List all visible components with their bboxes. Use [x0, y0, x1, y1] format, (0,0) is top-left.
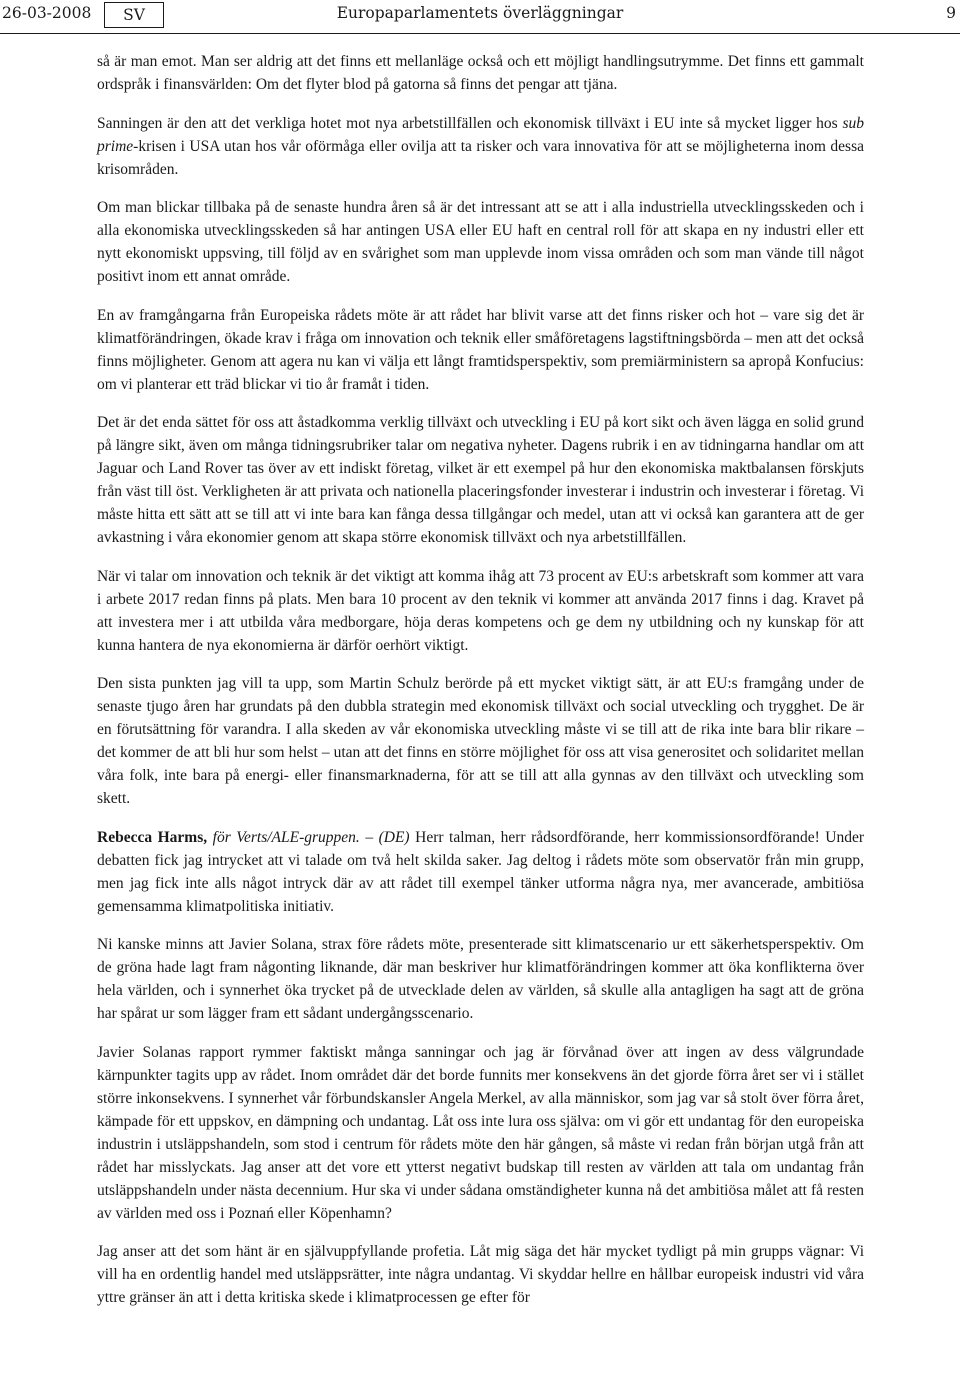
header-title: Europaparlamentets överläggningar [336, 4, 624, 22]
header-divider [0, 33, 960, 34]
paragraph-subprime [97, 112, 864, 181]
document-body [97, 50, 864, 1325]
paragraph: Jag anser att det som hänt är en självuppfyllande profetia. Låt mig säga det här mycket tydligt på min grupps vägnar: Vi vill ha en ordentlig handel med utsläppsrätter, inte några undantag. Vi skyddar hellre en hållbar europeisk industri vid våra yttre gränser än att i detta kritiska skede i klimatprocessen ge efter för [97, 1243, 864, 1306]
paragraph: Det är det enda sättet för oss att åstadkomma verklig tillväxt och utveckling i EU på kort sikt och även lägga en solid grund på längre sikt, även om många tidningsrubriker talar om negativa nyheter. Dagens rubrik i en av tidningarna handlar om att Jaguar och Land Rover tas över av ett indiskt företag, vilket är ett exempel på hur den ekonomiska maktbalansen förskjuts från väst till öst. Verkligheten är att privata och nationella placeringsfonder investerar i industrin och investerar i företag. Vi måste hitta ett sätt att se till att vi inte bara kan fånga dessa tillgångar och medel, utan att vi också kan garantera att de ger avkastning i våra ekonomier genom att skapa större ekonomisk tillväxt och nya arbetstillfällen. [97, 414, 864, 546]
speaker-name: Rebecca Harms, [97, 828, 208, 846]
language-badge: SV [104, 2, 164, 28]
page-header [0, 0, 960, 30]
speech-paragraph [97, 826, 864, 918]
italic-term: sub prime [97, 114, 864, 155]
speech-text: Herr talman, herr rådsordförande, herr kommissionsordförande! Under debatten fick jag intrycket att vi talade om två helt skilda saker. Jag deltog i rådets möte som observatör från min grupp, men jag fick inte alls något intryck där av att rådet till exempel tänker utforma några nya, mer avancerade, ambitiösa gemensamma klimatpolitiska initiativ. [97, 828, 865, 915]
paragraph: Om man blickar tillbaka på de senaste hundra åren så är det intressant att se att i alla industriella utvecklingsskeden och i alla ekonomiska utvecklingsskeden så har antingen USA eller EU haft en central roll för att skapa en ny industri eller ett nytt ekonomiskt uppsving, till följd av en svårighet som man upplevde inom vissa områden och som man vände till något positivt inom ett annat område. [97, 199, 864, 285]
paragraph: En av framgångarna från Europeiska rådets möte är att rådet har blivit varse att det finns risker och hot – vare sig det är klimatförändringen, ökade krav i fråga om innovation och teknik eller småföretagens lagstiftningsbörda – men att det också finns möjligheter. Genom att agera nu kan vi välja ett långt framtidsperspektiv, som premiärministern sa apropå Konfucius: om vi planterar ett träd blickar vi tio år framåt i tiden. [97, 306, 864, 393]
speaker-group: för Verts/ALE-gruppen. [212, 828, 360, 846]
paragraph: Ni kanske minns att Javier Solana, strax före rådets möte, presenterade sitt klimatscenario ur ett säkerhetsperspektiv. Om de gröna hade lagt fram någonting liknande, där man beskriver hur klimatförändringen kommer att öka konflikterna över hela världen, och i synnerhet öka trycket på de utvecklade delen av världen, så skulle alla antagligen ha sagt att de gröna har spårat ur som lägger fram ett sådant undergångsscenario. [97, 936, 864, 1022]
paragraph: Den sista punkten jag vill ta upp, som Martin Schulz berörde på ett mycket viktigt sätt, är att EU:s framgång under de senaste tjugo åren har grundats på den dubbla strategin med ekonomisk tillväxt och social utveckling och trygghet. De är en förutsättning för varandra. I alla skeden av vår ekonomiska utveckling måste vi se till att de rika inte bara blir rikare – det kommer de att bli hur som helst – utan att det finns en större möjlighet för oss att visa generositet och solidaritet mellan våra folk, inte bara på energi- eller finansmarknaderna, för att se till att alla gynnas av den tillväxt och utveckling som skett. [97, 675, 864, 807]
page-number: 9 [946, 4, 956, 22]
paragraph: Javier Solanas rapport rymmer faktiskt många sanningar och jag är förvånad över att ingen av dess välgrundade kärnpunkter tagits upp av rådet. Inom området där det borde funnits mer konsekvens än det gjorde förra året ser vi i stället större inkonsekvens. I synnerhet vår förbundskansler Angela Merkel, av alla människor, som jag var så stolt över förra året, kämpade för ett uppskov, en dämpning och undantag. Låt oss inte lura oss själva: om vi gör ett undantag för den europeiska industrin i utsläppshandeln, som stod i centrum för rådets möte den här gången, så måste vi redan från början utgå från att rådet har misslyckats. Jag anser att det vore ett ytterst negativt budskap till resten av världen att tala om undantag från utsläppshandeln under nästa decennium. Hur ska vi under sådana omständigheter kunna nå det ambitiösa målet att få resten av världen med oss i Poznań eller Köpenhamn? [97, 1043, 864, 1222]
text-run: Sanningen är den att det verkliga hotet mot nya arbetstillfällen och ekonomisk tillväxt i EU inte så mycket ligger hos [97, 114, 843, 132]
paragraph: När vi talar om innovation och teknik är det viktigt att komma ihåg att 73 procent av EU:s arbetskraft som kommer att vara i arbete 2017 redan finns på plats. Men bara 10 procent av den teknik vi kommer att använda 2017 finns i dag. Kravet på att investera mer i att utbilda våra medborgare, höja deras kompetens och ge dem ny utbildning och ny kunskap för att kunna hantera de nya ekonomierna är därför oerhört viktigt. [97, 567, 864, 654]
paragraph: så är man emot. Man ser aldrig att det finns ett mellanläge också och ett möjligt handlingsutrymme. Det finns ett gammalt ordspråk i finansvärlden: Om det flyter blod på gatorna så finns det pengar att tjäna. [97, 53, 864, 93]
text-run: -krisen i USA utan hos vår oförmåga eller ovilja att ta risker och vara innovativa för att se möjligheterna inom dessa krisområden. [97, 137, 864, 178]
dash: – [359, 828, 379, 846]
header-date: 26-03-2008 [2, 4, 92, 22]
speech-language: (DE) [378, 828, 410, 846]
